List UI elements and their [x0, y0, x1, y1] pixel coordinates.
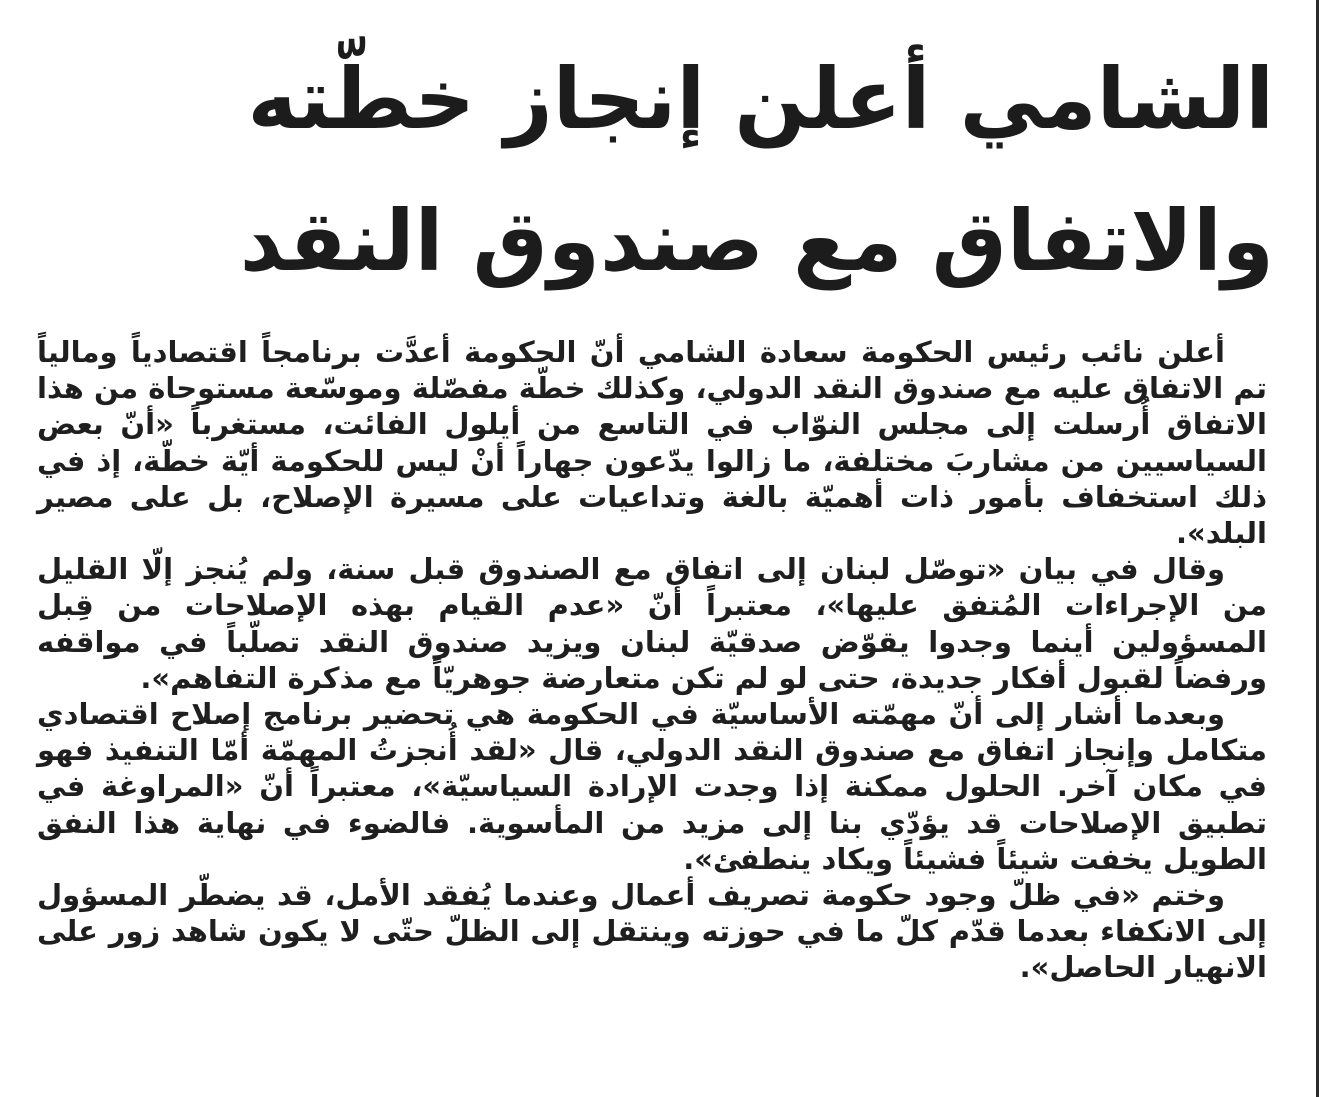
- paragraph-2: وقال في بيان «توصّل لبنان إلى اتفاق مع الصندوق قبل سنة، ولم يُنجز إلّا القليل من الإجراءات المُتفق عليها»، معتبراً أنّ «عدم القيام بهذه الإصلاحات من قِبل المسؤولين أينما وجدوا يقوّض صدقيّة لبنان ويزيد صندوق النقد تصلّباً في مواقفه ورفضاً لقبول أفكار جديدة، حتى لو لم تكن متعارضة جوهريّاً مع مذكرة التفاهم».: [37, 552, 1267, 695]
- headline-line-1: الشامي أعلن إنجاز خطّته: [247, 50, 1274, 148]
- paragraph-1: أعلن نائب رئيس الحكومة سعادة الشامي أنّ الحكومة أعدَّت برنامجاً اقتصادياً ومالياً تم الاتفاق عليه مع صندوق النقد الدولي، وكذلك خطّة مفصّلة وموسّعة مستوحاة من هذا الاتفاق أُرسلت إلى مجلس النوّاب في التاسع من أيلول الفائت، مستغرباً «أنّ بعض السياسيين من مشاربَ مختلفة، ما زالوا يدّعون جهاراً أنْ ليس للحكومة أيّة خطّة، إذ في ذلك استخفاف بأمور ذات أهميّة بالغة وتداعيات على مسيرة الإصلاح، بل على مصير البلد».: [37, 335, 1267, 551]
- article-headline: [44, 28, 1274, 312]
- paragraph-4: وختم «في ظلّ وجود حكومة تصريف أعمال وعندما يُفقد الأمل، قد يضطّر المسؤول إلى الانكفاء بعدما قدّم كلّ ما في حوزته وينتقل إلى الظلّ حتّى لا يكون شاهد زور على الانهيار الحاصل».: [37, 878, 1267, 985]
- headline-line-2: والاتفاق مع صندوق النقد: [239, 192, 1274, 290]
- article-body: [37, 334, 1267, 986]
- paragraph-3: وبعدما أشار إلى أنّ مهمّته الأساسيّة في الحكومة هي تحضير برنامج إصلاح اقتصادي متكامل وإنجاز اتفاق مع صندوق النقد الدولي، قال «لقد أُنجزتُ المهمّة أمّا التنفيذ فهو في مكان آخر. الحلول ممكنة إذا وجدت الإرادة السياسيّة»، معتبراً أنّ «المراوغة في تطبيق الإصلاحات قد يؤدّي بنا إلى مزيد من المأسوية. فالضوء في نهاية هذا النفق الطويل يخفت شيئاً فشيئاً ويكاد ينطفئ».: [37, 697, 1267, 876]
